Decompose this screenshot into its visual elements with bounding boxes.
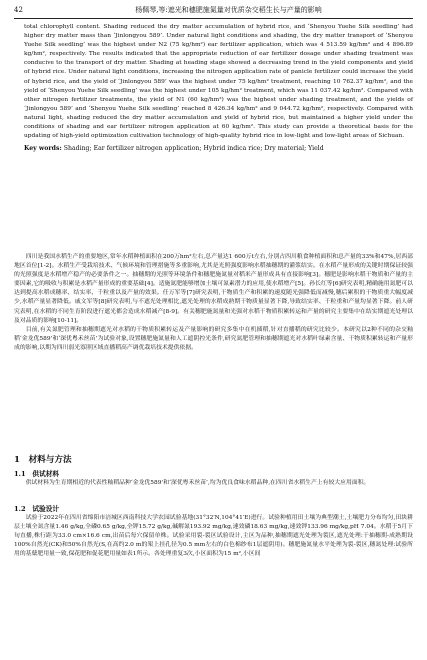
subsection-heading-experimental-design: 1.2 试验设计 <box>14 505 60 513</box>
introduction <box>14 253 413 353</box>
experimental-design-text <box>14 514 413 559</box>
running-header <box>14 4 413 19</box>
subsection-heading-test-materials: 1.1 供试材料 <box>14 470 60 478</box>
running-title: 杨佩琴,等:遮光和穗肥施氮量对优质杂交稻生长与产量的影响 <box>135 6 322 14</box>
intro-paragraph-2: 目前,有关氮肥管理和抽穗期遮光对水稻的干物质积累转运及产量影响的研究多集中在机插稻,针对直播稻的研究比较少。本研究以2种不同的杂交籼稻‘金龙优589’和‘深优粤禾丝苗’为试验对象,设置穗肥施氮量和人工遮阴控光条件,研究氮肥管理和抽穗期遮光对水稻叶绿素含量、干物质积累转运和产量形成的影响,以期为四川弱光寡照区域直播稻高产调优栽培技术提供依据。 <box>14 326 413 351</box>
test-materials-text <box>14 479 413 488</box>
experimental-design-paragraph: 试验于2022年在四川省绵阳市涪城区西南科技大学农园试验基地(31°32′N,104°41′E)进行。试验种植用田土壤为典型潮土,土壤肥力分布均匀,田块耕层土壤全氮含量1.46 g/kg,全磷0.65 g/kg,全钾15.72 g/kg,碱解氮193.92 mg/kg,速效磷18.63 mg/kg,速效钾133.96 mg/kg,pH 7.04。水稻于5月下旬直播,株行距为33.0 cm×16.6 cm,出苗后每穴保留单株。试验采用裂-裂区试验设计,主区为品种,抽穗期遮光处理为裂区,遮光处理:于抽穗期-成熟期设100%自然光(CK)和50%自然光(S,在高约2.0 m的架上挂孔径为0.5 mm左右的白色棉纱布1层遮阴用)。穗肥施氮量水平处理为裂-裂区,穗氮处理:试验所用的基蘖肥用量一致,保花肥和促花肥用量如表1所示。各处理重复3次,小区面积为15 m²,小区间 <box>14 515 413 558</box>
abstract-paragraph: total chlorophyll content. Shading reduced the dry matter accumulation of hybrid rice, and ‘Shenyou Yuehe Silk seedling’ had higher dry matter mass than ‘Jinlongyou 589’. Under natural light conditions and shading, the dry matter transport of ‘Shenyou Yuehe Silk seedling’ was the highest under N2 (75 kg/hm²) ear fertilizer application, which was 4 513.59 kg/hm² and 4 896.89 kg/hm², respectively. The results indicated that the appropriate reduction of ear fertilizer dosage under shading treatment was conducive to the transport of dry matter. Shading at heading stage showed a decreasing trend in the yield components and yield of hybrid rice. Under natural light conditions, increasing the nitrogen application rate of panicle fertilizer could increase the yield of hybrid rice, and the yield of ‘Jinlongyou 589’ was the highest under 75 kg/hm² treatment, reaching 10 762.37 kg/hm², and the yield of ‘Shenyou Yuehe Silk seedling’ was the highest under 105 kg/hm² treatment, which was 11 037.42 kg/hm². Compared with other nitrogen fertilizer treatments, the yield of N1 (60 kg/hm²) was the highest under shading treatment, and the yields of ‘Jinlongyou 589’ and ‘Shenyou Yuehe Silk seedling’ reached 8 426.34 kg/hm² and 9 044.72 kg/hm², respectively. Compared with natural light, shading reduced the dry matter accumulation and yield of hybrid rice, but maintained a higher yield under the conditions of shading and ear fertilizer nitrogen application at 60 kg/hm². This study can provide a theoretical basis for the updating of high-yield optimization cultivation technology of high-quality hybrid rice in low-light and low-light areas of Sichuan. <box>24 24 413 140</box>
section-heading-materials-methods: 1 材料与方法 <box>14 455 72 465</box>
keywords-line <box>24 144 413 153</box>
test-materials-paragraph: 供试材料为生育期相近的代表性籼稻品种‘金龙优589’和‘深优粤禾丝苗’,均为优良食味水稻品种,在四川省水稻生产上有较大应用面积。 <box>25 480 370 486</box>
keywords-text: Shading; Ear fertilizer nitrogen application; Hybrid indica rice; Dry material; Yield <box>63 145 324 153</box>
intro-paragraph-1: 四川是我国水稻生产的重要地区,常年水稻种植面积在200万hm²左右,总产量达1 600万t左右,分别占四川粮食种植面积和总产量的33%和47%,居西部地区首位[1-2]。水稻生产受栽培技术、气候环境和管理措施等多重影响,尤其是光照强度影响水稻抽穗期的灌浆结实。在水稻产量形成的关键时期保证较强的光照强度是水稻增产稳产的必要条件之一。抽穗期的光照等环境条件和穗肥施氮量对稻米产量形成具有直接影响[3]。穗肥是影响水稻干物质和产量的主要因素,它的吸收与积累是水稻产量形成的重要基础[4]。适施氮肥能够增加土壤可氮素潜力的应用,使水稻增产[5]。孙长红等[6]研究表明,精确施用氮肥可以达到提高水稻成穗率、结实率、千粒重以及产量的效果。任万军等[7]研究表明,干物质生产和积累的速度随光强降低而减慢,穗后累积的干物质重大幅度减少,水稻产量显著降低。戚文军等[8]研究表明,与不遮光处理相比,遮光处理的水稻成熟期干物质量显著下降,导致结实率、千粒重和产量均显著下降。前人研究表明,在水稻的不同生育阶段进行遮光都会造成水稻减产[8-9]。有关穗肥施氮量和光强对水稻干物质积累转运和产量的研究主要集中在结实期遮光处理以及对品质的影响[10-11]。 <box>14 254 413 324</box>
english-abstract <box>24 23 413 153</box>
keywords-label: Key words: <box>24 145 62 153</box>
page-number: 42 <box>14 6 23 14</box>
